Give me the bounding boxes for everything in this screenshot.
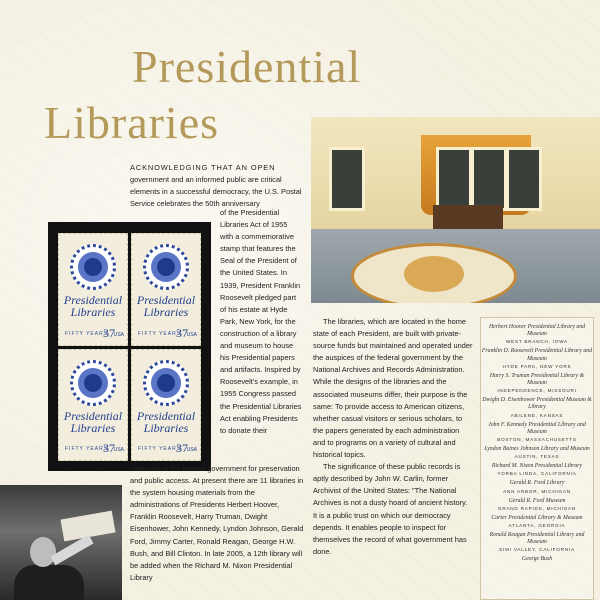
historic-photo <box>0 485 122 600</box>
stamp-name-2: Libraries <box>70 305 116 319</box>
intro-wrap-text: of the Presidential Libraries Act of 1955 with a commemorative stamp that features the Seal of the President of the United States. In 1939, President Franklin Roosevelt pledged part of his estate at Hyde Park, New York, for the construction of a library and museum to house his Presidential papers and artifacts. Inspired by Roosevelt's example, in 1955 Congress passed the Presidential Libraries Act enabling Presidents to donate their <box>220 208 302 435</box>
library-name: Herbert Hoover Presidential Library and Museum <box>488 324 586 338</box>
body-paragraph-1: The libraries, which are located in the home state of each President, are built with private-source funds but maintained and operated under the auspices of the federal government by the National Archives and Records Administration. While the designs of the libraries and the associated museums differ, their purpose is the same: To provide access to American citizens, whether casual visitors or serious scholars, to the papers generated by each administration and to programs on a variety of cultural and historical topics. <box>313 317 473 460</box>
presidential-seal-icon <box>70 244 116 290</box>
stamp-fifty-years: FIFTY YEARS <box>138 330 182 337</box>
stamp-name-1: Presidential <box>136 293 196 307</box>
library-name: Dwight D. Eisenhower Presidential Museum & Library <box>482 397 592 411</box>
library-list-item <box>481 515 593 529</box>
library-list-item <box>481 397 593 418</box>
library-name: George Bush <box>521 556 553 563</box>
library-list-item <box>481 422 593 443</box>
library-location: INDEPENDENCE, MISSOURI <box>497 388 577 394</box>
stamp <box>131 233 201 346</box>
page-title-line2: Libraries <box>44 97 220 148</box>
stamp-name-1: Presidential <box>63 408 123 423</box>
library-name: Carter Presidential Library & Museum <box>491 514 583 521</box>
intro-text: government and an informed public are critical elements in a successful democracy, the U.S. Postal Service celebrates the 50th anniversary <box>130 175 302 209</box>
library-list-item <box>481 480 593 494</box>
stamp-fifty-years: FIFTY YEARS <box>65 330 109 337</box>
library-list-item <box>481 446 593 460</box>
library-list-item <box>481 348 593 369</box>
stamp-name-2: Libraries <box>143 305 189 319</box>
stamp-name-2: Libraries <box>70 420 116 435</box>
stamp <box>58 233 128 346</box>
stamp-usa: USA <box>113 331 124 338</box>
library-location: ANN ARBOR, MICHIGAN <box>503 488 571 494</box>
oval-office-photo <box>311 117 600 303</box>
intro-paragraph <box>130 162 302 210</box>
library-location: GRAND RAPIDS, MICHIGAN <box>497 505 577 511</box>
library-location: BOSTON, MASSACHUSETTS <box>497 437 577 443</box>
library-list <box>480 317 594 600</box>
library-name: Gerald R. Ford Library <box>509 480 565 487</box>
library-location: SIMI VALLEY, CALIFORNIA <box>499 547 575 553</box>
library-location: AUSTIN, TEXAS <box>514 454 560 460</box>
library-name: Harry S. Truman Presidential Library & Museum <box>489 372 585 387</box>
stamp-name-1: Presidential <box>63 293 123 307</box>
body-paragraph-2: The significance of these public records is aptly described by John W. Carlin, former Archivist of the United States: "The National Archives is not a dusty hoard of ancient history. It is a public trust on which our democracy depends. It enables people to inspect for themselves the record of what government has done. <box>313 462 468 556</box>
library-name: Franklin D. Roosevelt Presidential Library and Museum <box>481 348 593 362</box>
stamp-usa: USA <box>186 331 197 338</box>
library-list-item <box>481 463 593 477</box>
library-location: ABILENE, KANSAS <box>510 412 564 418</box>
stamp <box>58 349 128 462</box>
stamp-value: 37 <box>103 325 115 340</box>
stamp-usa: USA <box>186 447 197 453</box>
library-name: Ronald Reagan Presidential Library and Museum <box>489 532 585 546</box>
library-location: ATLANTA, GEORGIA <box>508 523 566 529</box>
library-list-item <box>481 556 593 563</box>
stamp-name-2: Libraries <box>143 420 189 435</box>
stamp-value: 37 <box>103 441 115 455</box>
library-name: Lyndon Baines Johnson Library and Museum <box>484 446 590 453</box>
stamp-name-1: Presidential <box>136 408 196 423</box>
stamp <box>131 349 201 462</box>
library-list-item <box>481 498 593 512</box>
library-location: WEST BRANCH, IOWA <box>505 339 569 345</box>
intro-continued-text: materials to the federal government for preservation and public access. At present there are 11 libraries in the system housing materials from the administrations of Presidents Herbert Hoover, Franklin Roosevelt, Harry Truman, Dwight Eisenhower, John Kennedy, Lyndon Johnson, Gerald Ford, Jimmy Carter, Ronald Reagan, George H.W. Bush, and Bill Clinton. In late 2005, a 12th library will be added when the Richard M. Nixon Presidential Library <box>130 464 304 582</box>
intro-lead: ACKNOWLEDGING THAT AN OPEN <box>130 163 276 172</box>
library-list-item <box>481 373 593 394</box>
stamp-fifty-years: FIFTY YEARS <box>65 446 109 452</box>
presidential-seal-icon <box>143 244 189 290</box>
library-name: John F. Kennedy Presidential Library and Museum <box>488 421 586 435</box>
library-location: HYDE PARK, NEW YORK <box>502 363 572 369</box>
library-list-item <box>481 324 593 345</box>
library-name: Gerald R. Ford Museum <box>508 497 566 504</box>
library-list-item <box>481 532 593 553</box>
stamp-usa: USA <box>113 447 124 453</box>
stamp-sheet <box>48 222 211 471</box>
stamp-value: 37 <box>176 441 188 455</box>
stamp-fifty-years: FIFTY YEARS <box>138 446 182 452</box>
stamp-value: 37 <box>176 325 188 340</box>
body-text <box>313 316 473 558</box>
library-name: Richard M. Nixon Presidential Library <box>491 463 583 470</box>
library-location: YORBA LINDA, CALIFORNIA <box>497 471 577 477</box>
presidential-seal-icon <box>143 360 189 406</box>
presidential-seal-icon <box>70 360 116 406</box>
page-title-line1: Presidential <box>132 41 362 92</box>
